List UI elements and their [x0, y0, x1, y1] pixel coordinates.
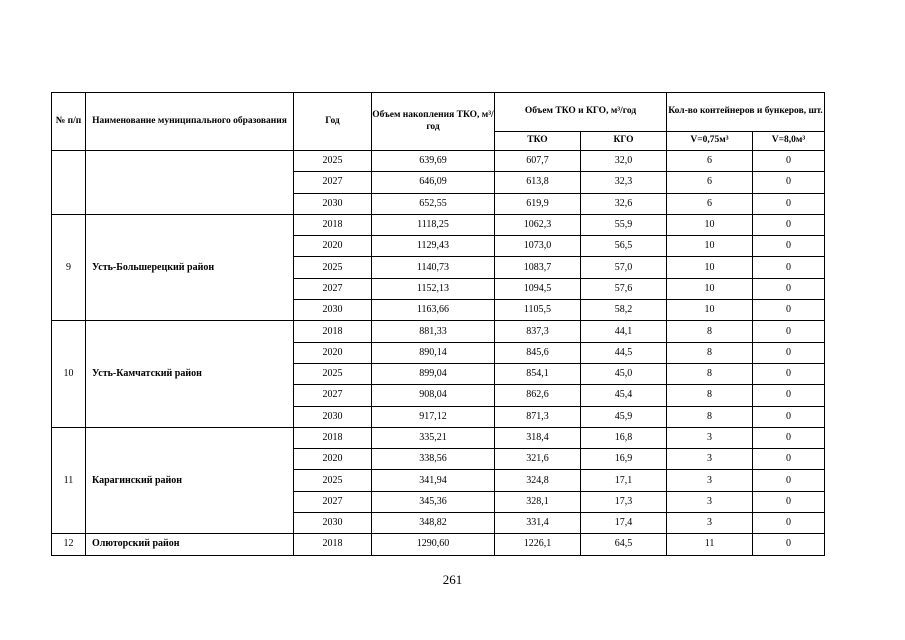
header-v075: V=0,75м³ — [667, 132, 753, 151]
accumulation-cell: 639,69 — [372, 151, 495, 172]
accumulation-cell: 646,09 — [372, 172, 495, 193]
municipality-name-cell: Карагинский район — [86, 427, 294, 533]
containers-8-cell: 0 — [753, 363, 825, 384]
table-row — [52, 214, 825, 235]
containers-075-cell: 3 — [667, 470, 753, 491]
containers-075-cell: 8 — [667, 385, 753, 406]
tko-cell: 331,4 — [495, 513, 581, 534]
tko-cell: 1105,5 — [495, 300, 581, 321]
kgo-cell: 64,5 — [581, 534, 667, 555]
table-body — [52, 151, 825, 556]
kgo-cell: 32,3 — [581, 172, 667, 193]
containers-8-cell: 0 — [753, 300, 825, 321]
row-number-cell: 10 — [52, 321, 86, 427]
year-cell: 2025 — [294, 151, 372, 172]
containers-075-cell: 10 — [667, 214, 753, 235]
accumulation-cell: 338,56 — [372, 449, 495, 470]
year-cell: 2027 — [294, 491, 372, 512]
year-cell: 2025 — [294, 257, 372, 278]
containers-8-cell: 0 — [753, 470, 825, 491]
header-containers-group: Кол-во контейнеров и бункеров, шт. — [667, 93, 825, 132]
containers-8-cell: 0 — [753, 172, 825, 193]
municipality-name-cell: Усть-Камчатский район — [86, 321, 294, 427]
containers-075-cell: 11 — [667, 534, 753, 555]
row-number-cell: 9 — [52, 214, 86, 320]
containers-075-cell: 10 — [667, 300, 753, 321]
containers-075-cell: 8 — [667, 342, 753, 363]
header-name: Наименование муниципального образования — [86, 93, 294, 151]
year-cell: 2020 — [294, 236, 372, 257]
tko-cell: 1062,3 — [495, 214, 581, 235]
containers-8-cell: 0 — [753, 342, 825, 363]
header-v8: V=8,0м³ — [753, 132, 825, 151]
tko-cell: 1073,0 — [495, 236, 581, 257]
year-cell: 2018 — [294, 427, 372, 448]
tko-cell: 871,3 — [495, 406, 581, 427]
containers-8-cell: 0 — [753, 449, 825, 470]
year-cell: 2027 — [294, 385, 372, 406]
containers-075-cell: 6 — [667, 151, 753, 172]
header-accumulation: Объем накопления ТКО, м³/год — [372, 93, 495, 151]
kgo-cell: 57,0 — [581, 257, 667, 278]
accumulation-cell: 881,33 — [372, 321, 495, 342]
accumulation-cell: 348,82 — [372, 513, 495, 534]
year-cell: 2030 — [294, 406, 372, 427]
year-cell: 2030 — [294, 513, 372, 534]
row-number-cell — [52, 151, 86, 215]
kgo-cell: 55,9 — [581, 214, 667, 235]
containers-8-cell: 0 — [753, 491, 825, 512]
containers-075-cell: 3 — [667, 449, 753, 470]
containers-8-cell: 0 — [753, 214, 825, 235]
tko-cell: 619,9 — [495, 193, 581, 214]
containers-8-cell: 0 — [753, 193, 825, 214]
table-row — [52, 427, 825, 448]
year-cell: 2027 — [294, 172, 372, 193]
accumulation-cell: 1163,66 — [372, 300, 495, 321]
municipality-name-cell: Олюторский район — [86, 534, 294, 555]
kgo-cell: 17,3 — [581, 491, 667, 512]
page-number: 261 — [442, 572, 463, 587]
kgo-cell: 45,0 — [581, 363, 667, 384]
accumulation-cell: 1290,60 — [372, 534, 495, 555]
tko-cell: 328,1 — [495, 491, 581, 512]
header-year: Год — [294, 93, 372, 151]
accumulation-cell: 917,12 — [372, 406, 495, 427]
containers-075-cell: 3 — [667, 513, 753, 534]
kgo-cell: 44,1 — [581, 321, 667, 342]
tko-cell: 1094,5 — [495, 278, 581, 299]
tko-cell: 862,6 — [495, 385, 581, 406]
table-row — [52, 151, 825, 172]
tko-cell: 1083,7 — [495, 257, 581, 278]
accumulation-cell: 652,55 — [372, 193, 495, 214]
tko-cell: 845,6 — [495, 342, 581, 363]
containers-8-cell: 0 — [753, 513, 825, 534]
kgo-cell: 56,5 — [581, 236, 667, 257]
tko-cell: 613,8 — [495, 172, 581, 193]
accumulation-cell: 899,04 — [372, 363, 495, 384]
containers-8-cell: 0 — [753, 278, 825, 299]
accumulation-cell: 908,04 — [372, 385, 495, 406]
kgo-cell: 57,6 — [581, 278, 667, 299]
accumulation-cell: 1129,43 — [372, 236, 495, 257]
containers-8-cell: 0 — [753, 534, 825, 555]
containers-075-cell: 10 — [667, 278, 753, 299]
municipality-name-cell: Усть-Большерецкий район — [86, 214, 294, 320]
kgo-cell: 44,5 — [581, 342, 667, 363]
containers-075-cell: 3 — [667, 491, 753, 512]
year-cell: 2018 — [294, 321, 372, 342]
containers-8-cell: 0 — [753, 321, 825, 342]
year-cell: 2027 — [294, 278, 372, 299]
tko-cell: 1226,1 — [495, 534, 581, 555]
year-cell: 2030 — [294, 300, 372, 321]
tko-cell: 318,4 — [495, 427, 581, 448]
year-cell: 2025 — [294, 363, 372, 384]
year-cell: 2025 — [294, 470, 372, 491]
tko-cell: 321,6 — [495, 449, 581, 470]
containers-8-cell: 0 — [753, 406, 825, 427]
containers-075-cell: 6 — [667, 172, 753, 193]
containers-075-cell: 10 — [667, 236, 753, 257]
accumulation-cell: 335,21 — [372, 427, 495, 448]
municipality-name-cell — [86, 151, 294, 215]
containers-075-cell: 6 — [667, 193, 753, 214]
table-row — [52, 534, 825, 555]
year-cell: 2018 — [294, 214, 372, 235]
accumulation-cell: 1140,73 — [372, 257, 495, 278]
data-table — [51, 92, 825, 556]
containers-075-cell: 10 — [667, 257, 753, 278]
tko-cell: 607,7 — [495, 151, 581, 172]
containers-8-cell: 0 — [753, 385, 825, 406]
containers-8-cell: 0 — [753, 151, 825, 172]
containers-075-cell: 8 — [667, 406, 753, 427]
containers-8-cell: 0 — [753, 236, 825, 257]
tko-cell: 837,3 — [495, 321, 581, 342]
kgo-cell: 32,0 — [581, 151, 667, 172]
containers-8-cell: 0 — [753, 427, 825, 448]
accumulation-cell: 890,14 — [372, 342, 495, 363]
header-volume-group: Объем ТКО и КГО, м³/год — [495, 93, 667, 132]
year-cell: 2018 — [294, 534, 372, 555]
kgo-cell: 32,6 — [581, 193, 667, 214]
containers-075-cell: 8 — [667, 363, 753, 384]
year-cell: 2020 — [294, 342, 372, 363]
table-row — [52, 321, 825, 342]
kgo-cell: 17,1 — [581, 470, 667, 491]
accumulation-cell: 341,94 — [372, 470, 495, 491]
accumulation-cell: 1118,25 — [372, 214, 495, 235]
kgo-cell: 17,4 — [581, 513, 667, 534]
header-tko: ТКО — [495, 132, 581, 151]
containers-075-cell: 3 — [667, 427, 753, 448]
year-cell: 2020 — [294, 449, 372, 470]
row-number-cell: 12 — [52, 534, 86, 555]
containers-8-cell: 0 — [753, 257, 825, 278]
accumulation-cell: 345,36 — [372, 491, 495, 512]
kgo-cell: 16,9 — [581, 449, 667, 470]
header-kgo: КГО — [581, 132, 667, 151]
tko-cell: 854,1 — [495, 363, 581, 384]
tko-cell: 324,8 — [495, 470, 581, 491]
accumulation-cell: 1152,13 — [372, 278, 495, 299]
year-cell: 2030 — [294, 193, 372, 214]
header-num: № п/п — [52, 93, 86, 151]
row-number-cell: 11 — [52, 427, 86, 533]
kgo-cell: 45,4 — [581, 385, 667, 406]
kgo-cell: 58,2 — [581, 300, 667, 321]
kgo-cell: 16,8 — [581, 427, 667, 448]
kgo-cell: 45,9 — [581, 406, 667, 427]
containers-075-cell: 8 — [667, 321, 753, 342]
header-row-1 — [52, 93, 825, 132]
